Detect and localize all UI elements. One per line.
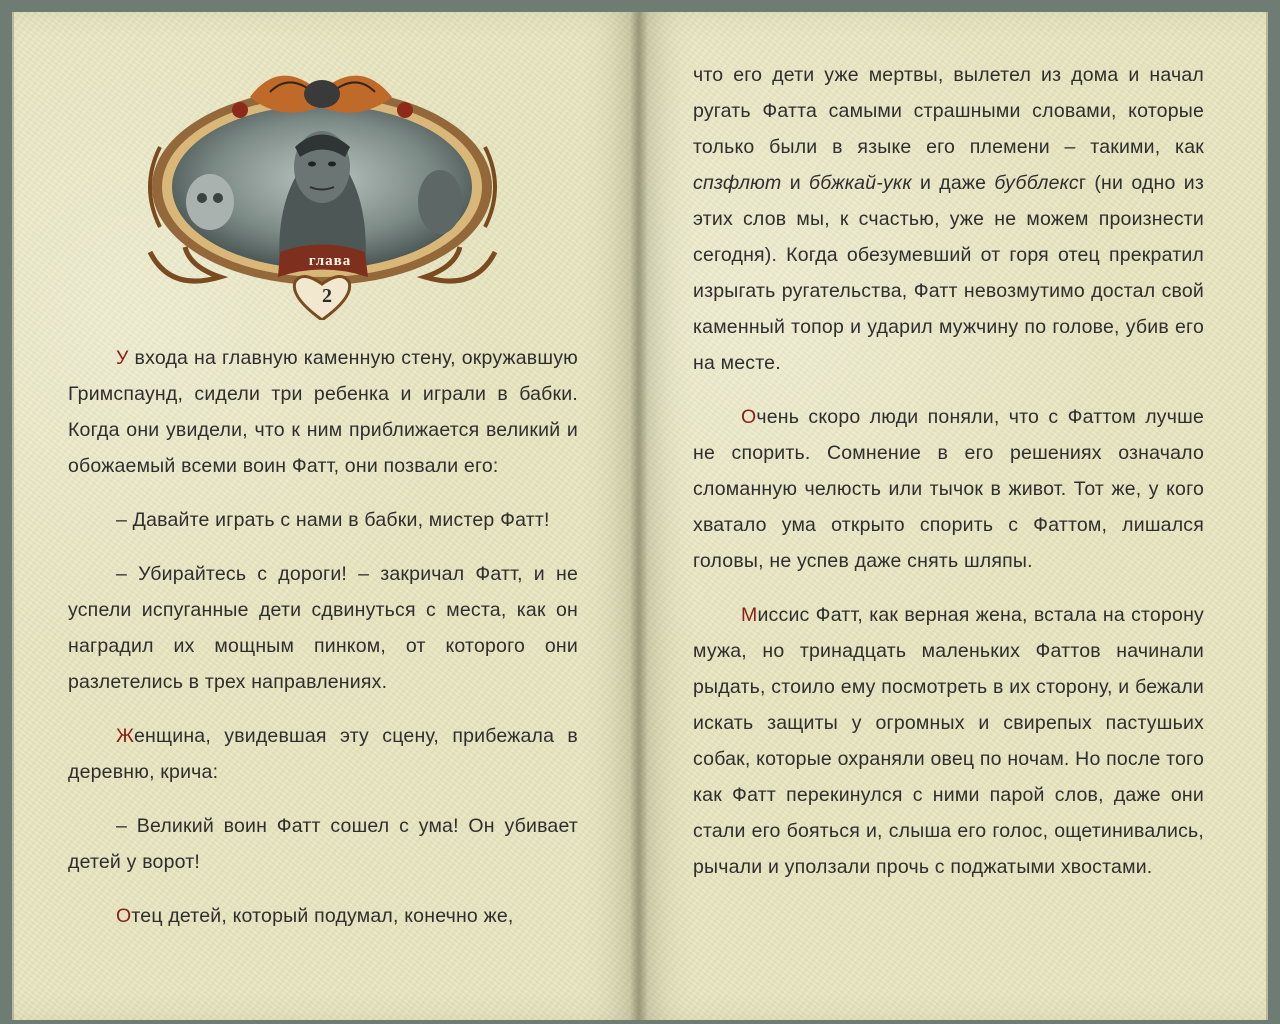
paragraph: Миссис Фатт, как верная жена, встала на сторону мужа, но тринадцать маленьких Фаттов начинали рыдать, стоило ему посмотреть в их сторону, и бежали искать защиты у огромных и свирепых пастушьих собак, которые охраняли овец по ночам. Но после того как Фатт перекинулся с ними парой слов, даже они стали его бояться и, слыша его голос, ощетинивались, рычали и уползали прочь с поджатыми хвостами. [693,604,1204,878]
paragraph: Очень скоро люди поняли, что с Фаттом лучше не спорить. Сомнение в его решениях означало сломанную челюсть или тычок в живот. Тот же, у кого хватало ума открыто спорить с Фаттом, лишался головы, не успев даже снять шляпы. [693,406,1204,572]
drop-cap: О [116,905,132,927]
paragraph-text: – Давайте играть с нами в бабки, мистер Фатт! [116,509,550,531]
right-page-text [693,57,1204,903]
paragraph [68,718,578,790]
paragraph-text: – Убирайтесь с дороги! – закричал Фатт, и не успели испуганные дети сдвинуться с места, как он наградил их мощным пинком, от которого они разлетелись в трех направлениях. [68,563,578,693]
paragraph [68,808,578,880]
italic-word: бубблекс [994,172,1079,194]
chapter-number: 2 [322,285,332,307]
paragraph [68,502,578,538]
paragraph [68,340,578,484]
paragraph-text: енщина, увидевшая эту сцену, прибежала в деревню, крича: [68,725,578,783]
chapter-emblem-illustration [130,52,515,320]
chapter-label: глава [308,253,352,269]
left-page-text [68,340,578,952]
paragraph [68,898,578,934]
drop-cap: У [116,347,129,369]
paragraph-text: – Великий воин Фатт сошел с ума! Он убивает детей у ворот! [68,815,578,873]
drop-cap: М [741,604,758,626]
paragraph [68,556,578,700]
paragraph-text: входа на главную каменную стену, окружавшую Гримспаунд, сидели три ребенка и играли в бабки. Когда они увидели, что к ним приближается великий и обожаемый всеми воин Фатт, они позвали его: [68,347,578,477]
drop-cap: О [741,406,757,428]
paragraph-text: тец детей, который подумал, конечно же, [131,905,514,927]
paragraph: что его дети уже мертвы, вылетел из дома и начал ругать Фатта самыми страшными словами, которые только были в языке его племени – такими, как спзфлют и ббжкай-укк и даже бубблексг (ни одно из этих слов мы, к счастью, уже не можем произнести сегодня). Когда обезумевший от горя отец прекратил изрыгать ругательства, Фатт невозмутимо достал свой каменный топор и ударил мужчину по голове, убив его на месте. [693,64,1204,374]
book-spine [630,12,648,1020]
drop-cap: Ж [116,725,134,747]
italic-word: ббжкай-укк [809,172,912,194]
italic-word: спзфлют [693,172,782,194]
